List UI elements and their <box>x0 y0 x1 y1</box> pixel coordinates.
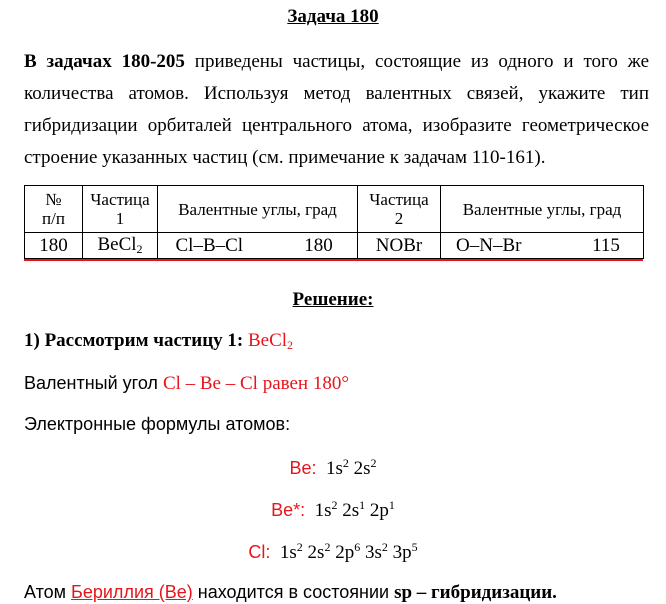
table-row <box>25 233 644 259</box>
bond-1: Cl–B–Cl <box>175 234 244 256</box>
header-angles-1: Валентные углы, град <box>158 186 358 233</box>
header-particle-1: Частица 1 <box>83 186 158 233</box>
task-text: приведены частицы, состоящие из одного и того же количества атомов. Используя метод валентных связей, укажите тип гибридизации орбиталей центрального атома, изобразите геометрическое строение указанных частиц (см. примечание к задачам 110-161). <box>24 51 649 168</box>
angle-value-1: 180 <box>304 234 333 256</box>
cell-particle-2: NOBr <box>358 233 441 259</box>
angle-value-2: 115 <box>592 234 620 256</box>
formula-cl: Cl: $1s^2$ $2s^2$ $2p^6$ $3s^2$ $3p^5$ <box>248 540 418 563</box>
header-number: № п/п <box>25 186 83 233</box>
cell-angle-2 <box>441 233 644 259</box>
formula-be-excited: Be*: $1s^2$ $2s^1$ $2p^1$ <box>271 498 395 521</box>
particles-table <box>24 185 644 259</box>
cell-particle-1: BeCl$_2$ <box>83 233 158 259</box>
table-header-row <box>25 186 644 233</box>
task-statement <box>24 46 649 174</box>
step-1-heading: 1) Рассмотрим частицу 1: BeCl$_2$ <box>24 330 294 352</box>
solution-title: Решение: <box>292 289 374 310</box>
red-underline <box>24 259 643 261</box>
bond-2: O–N–Br <box>456 234 522 256</box>
cell-angle-1 <box>158 233 358 259</box>
header-angles-2: Валентные углы, град <box>441 186 644 233</box>
hybridization-line: Атом Бериллия (Be) находится в состоянии sp – гибридизации. <box>24 582 557 603</box>
electron-formulas-label: Электронные формулы атомов: <box>24 414 291 434</box>
cell-number: 180 <box>25 233 83 259</box>
formula-be: Be: $1s^2$ $2s^2$ <box>289 456 377 479</box>
task-range: В задачах 180-205 <box>24 51 185 72</box>
task-title: Задача 180 <box>287 6 379 27</box>
valence-angle-line: Валентный угол Cl – Be – Cl равен 180° <box>24 373 349 394</box>
header-particle-2: Частица 2 <box>358 186 441 233</box>
